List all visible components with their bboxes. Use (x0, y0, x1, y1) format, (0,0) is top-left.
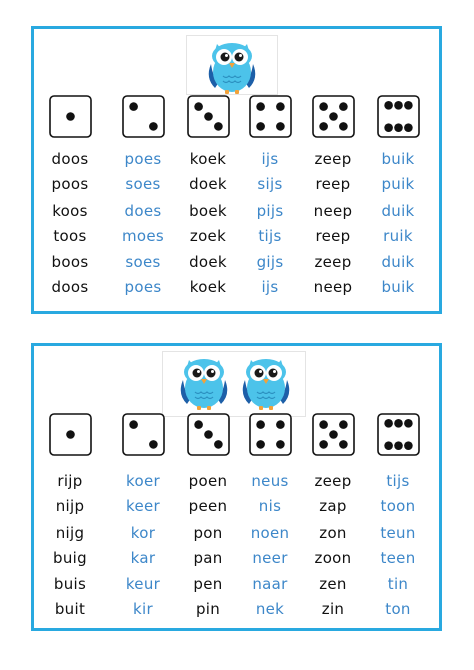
word-cell: boek (189, 202, 227, 220)
word-cell: pan (193, 549, 223, 567)
word-cell: pen (193, 575, 223, 593)
word-card-2 (31, 343, 442, 631)
die-5-icon (312, 95, 355, 138)
word-cell: teen (380, 549, 416, 567)
word-cell: zeep (314, 472, 352, 490)
word-cell: zoon (314, 549, 352, 567)
word-cell: gijs (256, 253, 284, 271)
word-cell: ton (385, 600, 411, 618)
word-cell: buit (54, 600, 86, 618)
word-cell: pin (195, 600, 221, 618)
word-row (34, 469, 439, 493)
owl-icon (201, 38, 263, 96)
word-cell: buig (53, 549, 87, 567)
word-cell: pijs (256, 202, 284, 220)
word-cell: kor (130, 524, 156, 542)
die-3-icon (187, 413, 230, 456)
owl-image-box (162, 351, 306, 417)
die-6-icon (377, 95, 420, 138)
word-row (34, 572, 439, 596)
word-cell: ijs (261, 278, 279, 296)
word-cell: toos (53, 227, 87, 245)
word-row (34, 546, 439, 570)
die-4-icon (249, 413, 292, 456)
word-cell: zeep (314, 150, 352, 168)
word-cell: koek (189, 278, 227, 296)
word-row (34, 172, 439, 196)
word-cell: pon (193, 524, 223, 542)
word-cell: koos (52, 202, 88, 220)
die-2-icon (122, 95, 165, 138)
word-cell: buik (381, 150, 415, 168)
word-row (34, 250, 439, 274)
word-cell: puik (381, 175, 415, 193)
word-cell: duik (381, 253, 415, 271)
die-4-icon (249, 95, 292, 138)
word-cell: koek (189, 150, 227, 168)
word-cell: soes (125, 253, 161, 271)
word-row (34, 521, 439, 545)
word-cell: doek (189, 175, 227, 193)
word-cell: noen (250, 524, 290, 542)
word-cell: zen (319, 575, 347, 593)
word-cell: poes (124, 278, 162, 296)
word-cell: koer (126, 472, 160, 490)
word-row (34, 494, 439, 518)
owl-icon (173, 354, 235, 412)
word-cell: keur (125, 575, 161, 593)
word-cell: neep (313, 202, 353, 220)
word-cell: toon (380, 497, 416, 515)
word-cell: neep (313, 278, 353, 296)
word-cell: poen (188, 472, 228, 490)
word-cell: neus (251, 472, 289, 490)
die-1-icon (49, 95, 92, 138)
word-cell: nis (258, 497, 282, 515)
word-cell: ruik (383, 227, 413, 245)
die-2-icon (122, 413, 165, 456)
word-cell: zon (319, 524, 347, 542)
die-3-icon (187, 95, 230, 138)
word-cell: soes (125, 175, 161, 193)
word-cell: keer (126, 497, 160, 515)
word-cell: teun (380, 524, 416, 542)
word-cell: kar (130, 549, 156, 567)
word-cell: zap (319, 497, 347, 515)
word-cell: moes (121, 227, 165, 245)
word-row (34, 224, 439, 248)
word-cell: zeep (314, 253, 352, 271)
word-cell: reep (315, 175, 351, 193)
word-cell: sijs (257, 175, 283, 193)
word-cell: zoek (189, 227, 227, 245)
word-cell: zin (321, 600, 345, 618)
word-cell: doek (189, 253, 227, 271)
die-5-icon (312, 413, 355, 456)
word-cell: naar (252, 575, 288, 593)
word-cell: poes (124, 150, 162, 168)
word-cell: neer (252, 549, 288, 567)
word-cell: peen (188, 497, 228, 515)
word-cell: doos (51, 150, 89, 168)
die-1-icon (49, 413, 92, 456)
word-row (34, 597, 439, 621)
die-6-icon (377, 413, 420, 456)
word-cell: reep (315, 227, 351, 245)
word-row (34, 147, 439, 171)
word-cell: kir (133, 600, 153, 618)
word-cell: nek (255, 600, 285, 618)
word-card-1 (31, 26, 442, 314)
word-cell: doos (51, 278, 89, 296)
owl-image-box (186, 35, 278, 95)
dice-row (34, 95, 439, 143)
word-cell: nijp (55, 497, 85, 515)
word-cell: nijg (55, 524, 85, 542)
word-cell: poos (51, 175, 89, 193)
word-row (34, 275, 439, 299)
word-cell: does (124, 202, 162, 220)
word-cell: buik (381, 278, 415, 296)
word-cell: tijs (386, 472, 410, 490)
dice-row (34, 413, 439, 461)
word-cell: boos (51, 253, 89, 271)
word-cell: tin (387, 575, 409, 593)
word-cell: rijp (57, 472, 83, 490)
word-row (34, 199, 439, 223)
owl-icon (235, 354, 297, 412)
word-cell: buis (53, 575, 87, 593)
word-cell: duik (381, 202, 415, 220)
word-cell: ijs (261, 150, 279, 168)
word-cell: tijs (258, 227, 282, 245)
